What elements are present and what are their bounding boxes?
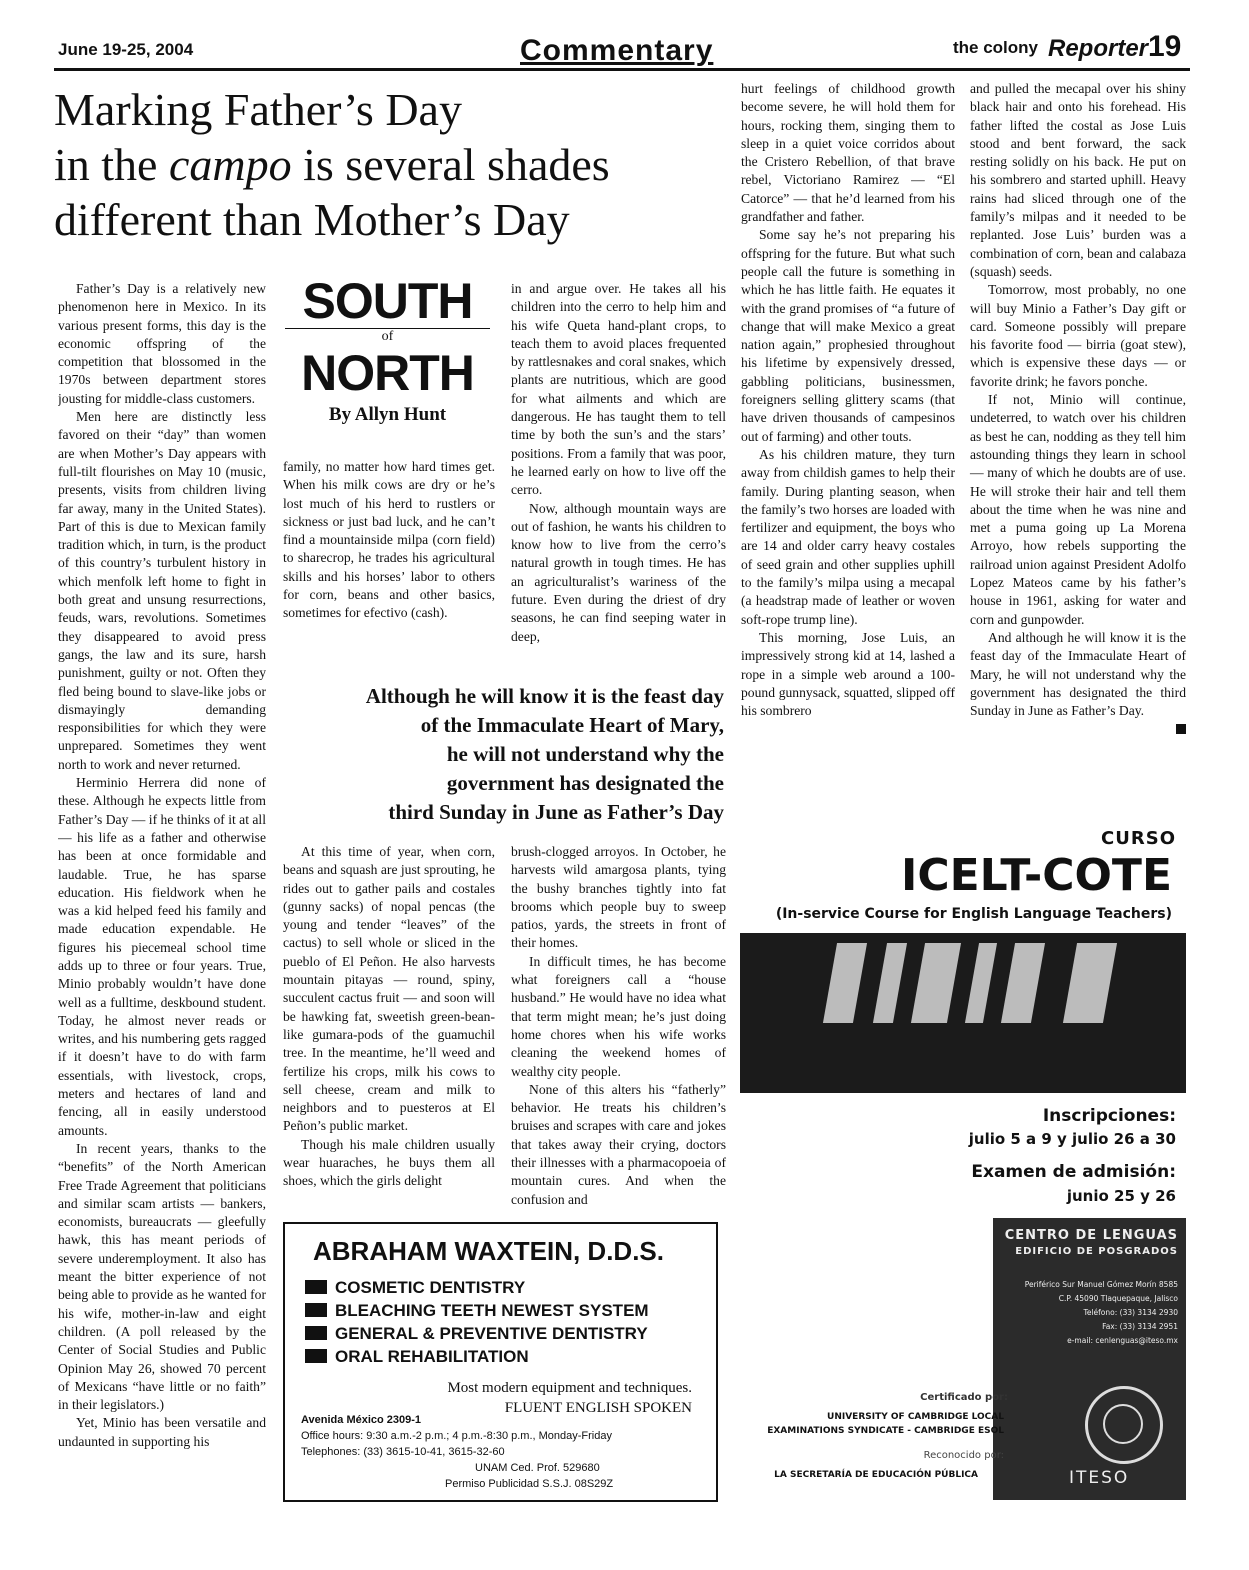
centro-de-lenguas: CENTRO DE LENGUAS	[1004, 1228, 1178, 1243]
contact-fax: Fax: (33) 3134 2951	[1102, 1322, 1178, 1331]
article-column-3-lower	[511, 843, 726, 1209]
article-column-3	[511, 280, 726, 646]
dentist-ad-permit: Permiso Publicidad S.S.J. 08S29Z	[445, 1478, 614, 1490]
paragraph: Men here are distinctly less favored on their “day” than women are when Mother’s Day appears with full-tilt flourishes on May 10 (music, presents, visits from children living far away, many in the United States). Part of this is due to Mexican family tradition which, in turn, is the product of this country’s turbulent history in which menfolk left home to fight in both great and unsung resurrections, feuds, wars, revolutions. Sometimes they disappeared to avoid press gangs, the law and its sure, harsh punishment, guilty or not. Often they fled being bound to slave-like jobs or dismayingly demanding responsibilities for which they were unprepared. Sometimes they went north to work and never returned.	[58, 409, 266, 772]
column-logo-north: NORTH	[301, 345, 474, 401]
dentist-ad-cedula: UNAM Ced. Prof. 529680	[475, 1462, 600, 1474]
paragraph: Tomorrow, most probably, no one will buy Minio a Father’s Day gift or card. Someone possibly will prepare his favorite food — birria (goat stew), which is expensive these days — or favorite drink; he favors ponche.	[970, 282, 1186, 389]
masthead-rule	[54, 68, 1190, 71]
paragraph: brush-clogged arroyos. In October, he harvests wild amargosa plants, tying the bushy branches tightly into fat brooms which people buy to sweep patios, yards, the streets in front of their homes.	[511, 844, 726, 951]
dentist-ad-item: ORAL REHABILITATION	[305, 1347, 529, 1367]
pull-quote	[300, 682, 724, 827]
course-ad-inscripciones-dates: julio 5 a 9 y julio 26 a 30	[968, 1130, 1176, 1148]
certificado-label: Certificado por:	[920, 1392, 1008, 1403]
bullet-square-icon	[305, 1349, 327, 1363]
pull-quote-line: third Sunday in June as Father’s Day	[388, 800, 724, 824]
dentist-ad-phones: Telephones: (33) 3615-10-41, 3615-32-60	[301, 1446, 505, 1458]
headline-line-1: Marking Father’s Day	[54, 84, 462, 135]
paragraph: family, no matter how hard times get. When his milk cows are dry or he’s lost much of his herd to rustlers or sickness or just bad luck, and he can’t find a mountainside milpa (corn field) to sharecrop, he trades his agricultural skills and his horses’ labor to others for corn, beans and other basics, sometimes for efectivo (cash).	[283, 459, 495, 621]
byline: By Allyn Hunt	[328, 404, 447, 425]
dentist-ad-hours: Office hours: 9:30 a.m.-2 p.m.; 4 p.m.-8:30 p.m., Monday-Friday	[301, 1430, 612, 1442]
course-ad-exam-dates: junio 25 y 26	[1066, 1187, 1176, 1205]
publication-reporter: Reporter	[1048, 35, 1149, 62]
bullet-square-icon	[305, 1280, 327, 1294]
paragraph: As his children mature, they turn away from childish games to help their family. During planting season, when the family’s two horses are loaded with fertilizer and equipment, the boys who are 14 and older carry heavy costales of seed grain and other supplies uphill to the family’s milpa using a mecapal (a headstrap made of leather or woven soft-rope trump line).	[741, 446, 955, 627]
article-headline	[54, 82, 744, 247]
course-ad-subtitle: (In-service Course for English Language Teachers)	[775, 906, 1172, 922]
paragraph: And although he will know it is the feast day of the Immaculate Heart of Mary, he will not understand why the government has designated the third Sunday in June as Father’s Day.	[970, 629, 1186, 719]
paragraph: In recent years, thanks to the “benefits” of the North American Free Trade Agreement that politicians and similar scam artists — bankers, economists, bureaucrats — gleefully hawk, this has meant periods of severe underemployment. It also has meant the bitter experience of not being able to provide as he wanted for his wife, mother-in-law and eight children. (A poll released by the Center of Social Studies and Public Opinion May 26, showed 70 percent of Mexicans “have little or no faith” in their legislators.)	[58, 1140, 266, 1413]
pull-quote-line: he will not understand why the	[446, 742, 724, 766]
paragraph: Yet, Minio has been versatile and undaunted in supporting his	[58, 1415, 266, 1449]
course-ad-photo	[740, 933, 1186, 1093]
course-ad-name: ICELT-COTE	[900, 850, 1172, 901]
bullet-square-icon	[305, 1303, 327, 1317]
paragraph: Herminio Herrera did none of these. Although he expects little from Father’s Day — if he thinks of it at all — his life as a father and otherwise has been at once formidable and laudable. True, he has sparse education. His fieldwork when he was a kid helped feed his family and made education expendable. He figures his piecemeal school time adds up to three or four years. True, Minio probably wouldn’t have done well as a fulltime, deskbound student. Today, he almost never reads or writes, and his numbering gets ragged if it doesn’t have to do with farm essentials, with livestock, crops, meters and hectares of land and fencing, all in easily understood amounts.	[58, 775, 266, 1138]
course-ad-contact-panel	[993, 1218, 1186, 1500]
bullet-square-icon	[305, 1326, 327, 1340]
dentist-ad-title: ABRAHAM WAXTEIN, D.D.S.	[313, 1236, 664, 1266]
paragraph: At this time of year, when corn, beans and squash are just sprouting, he rides out to gather pails and costales (gunny sacks) of nopal pencas (the young and tender “leaves” of the cactus) to sell whole or sliced in the pueblo of El Peñon. He also harvests mountain pitayas — round, spiny, succulent cactus fruit — and soon will be hawking fat, sweetish green-bean-like gumara-pods of the guamuchil tree. In the meantime, he’ll weed and fertilize his crops, milk his cows to sell cheese, cream and milk to neighbors and to puesteros at El Peñon’s public market.	[283, 844, 495, 1134]
paragraph: This morning, Jose Luis, an impressively strong kid at 14, lashed a rope in a simple web around a 100-pound gunnysack, squatted, slipped off his sombrero	[741, 629, 955, 719]
certificado-line-1: UNIVERSITY OF CAMBRIDGE LOCAL	[827, 1412, 1004, 1422]
article-column-1	[58, 280, 266, 1570]
dentist-ad-item: COSMETIC DENTISTRY	[305, 1278, 525, 1298]
contact-telephone: Teléfono: (33) 3134 2930	[1083, 1308, 1178, 1317]
paragraph: If not, Minio will continue, undeterred, to watch over his children as best he can, nodding as they tell him astounding things they learn in school — many of which he doubts are of use. He will stroke their hair and tell them about the time when he was nine and met a puma going up La Morena Arroyo, how rebels supporting the railroad union against President Adolfo Lopez Mateos came by his father’s house in 1961, asking for water and corn and gunpowder.	[970, 392, 1186, 627]
reconocido-label: Reconocido por:	[923, 1450, 1004, 1461]
paragraph: Father’s Day is a relatively new phenomenon here in Mexico. In its various present forms, this day is the economic offspring of the competition that blossomed in the 1970s between department stores jousting for middle-class customers.	[58, 281, 266, 406]
dentist-ad-address: Avenida México 2309-1	[301, 1414, 422, 1426]
pull-quote-line: Although he will know it is the feast day	[365, 684, 724, 708]
publication-name: the colony	[953, 38, 1039, 57]
paragraph: None of this alters his “fatherly” behavior. He treats his children’s bruises and scrapes with care and jokes that takes away their crying, doctors their illnesses with a pharmacopoeia of mountain cures. And when the confusion and	[511, 1081, 726, 1207]
article-column-2-lower	[283, 843, 495, 1191]
issue-date: June 19-25, 2004	[58, 40, 194, 59]
contact-email: e-mail: cenlenguas@iteso.mx	[1067, 1336, 1178, 1345]
reconocido-sep: LA SECRETARÍA DE EDUCACIÓN PÚBLICA	[774, 1470, 978, 1480]
dentist-ad-tagline: FLUENT ENGLISH SPOKEN	[504, 1400, 692, 1416]
end-mark	[1176, 724, 1186, 734]
paragraph: in and argue over. He takes all his children into the cerro to help him and his wife Queta hand-plant crops, to teach them to avoid places frequented by rattlesnakes and coral snakes, which plants are nutritious, which are good for what ailments and which are dangerous. He has taught them to tell time by both the sun’s and the stars’ positions. From a family that was poor, he learned early on how to live off the cerro.	[511, 281, 726, 498]
dentist-ad	[283, 1222, 718, 1502]
dentist-ad-item: BLEACHING TEETH NEWEST SYSTEM	[305, 1301, 649, 1321]
paragraph: Though his male children usually wear huaraches, he buys them all shoes, which the girls delight	[283, 1136, 495, 1189]
article-column-5	[970, 80, 1186, 734]
article-column-2	[283, 458, 495, 623]
headline-line-3: different than Mother’s Day	[54, 194, 570, 245]
certificado-line-2: EXAMINATIONS SYNDICATE - CAMBRIDGE ESOL	[767, 1426, 1004, 1436]
contact-address-1: Periférico Sur Manuel Gómez Morín 8585	[1024, 1280, 1178, 1289]
page-number: 19	[1148, 30, 1182, 63]
column-logo-of: of	[285, 328, 490, 345]
dentist-ad-tagline: Most modern equipment and techniques.	[447, 1380, 692, 1396]
paragraph: In difficult times, he has become what foreigners call a “house husband.” He would have no idea what that term might mean; he’s just doing home chores when his wife works cleaning the weekend homes of wealthy city people.	[511, 953, 726, 1079]
course-ad	[740, 800, 1186, 1500]
course-ad-curso: CURSO	[1101, 828, 1176, 849]
article-column-4	[741, 80, 955, 720]
dentist-ad-item: GENERAL & PREVENTIVE DENTISTRY	[305, 1324, 648, 1344]
course-ad-inscripciones-label: Inscripciones:	[1042, 1106, 1176, 1126]
paragraph: hurt feelings of childhood growth become severe, he will hold them for hours, rocking them, singing them to sleep in a quiet voice corridos about the Cristero Rebellion, of that brave rebel, Victoriano Ramirez — “El Catorce” — that he’d learned from his grandfather and father.	[741, 81, 955, 225]
column-logo-south: SOUTH	[302, 273, 473, 329]
pull-quote-line: of the Immaculate Heart of Mary,	[420, 713, 724, 737]
section-title: Commentary	[520, 34, 714, 67]
iteso-logo-text: ITESO	[1069, 1468, 1130, 1488]
paragraph: Now, although mountain ways are out of fashion, he wants his children to know how to live from the cerro’s natural growth in tough times. He has an agriculturalist’s wariness of the future. Even during the driest of dry seasons, he can find seeping water in deep,	[511, 500, 726, 644]
course-ad-exam-label: Examen de admisión:	[971, 1162, 1176, 1182]
paragraph: Some say he’s not preparing his offspring for the future. But what such people call the future is something in which he has little faith. He equates it with the grand promises of “a future of change that will make Mexico a great nation again,” prophesied throughout his lifetime by expensively dressed, gabbling politicians, businessmen, foreigners selling glittery scams (that have driven thousands of campesinos out of farming) and other touts.	[741, 227, 955, 444]
paragraph: and pulled the mecapal over his shiny black hair and onto his forehead. His father lifted the costal as Jose Luis stood and bent forward, the sack resting solidly on his back. He put on his sombrero and started uphill. Heavy rains had sliced through one of the family’s milpas and it needed to be replanted. Jose Luis’ burden was a combination of corn, bean and calabaza (squash) seeds.	[970, 81, 1186, 279]
edificio-posgrados: EDIFICIO DE POSGRADOS	[1015, 1246, 1178, 1257]
pull-quote-line: government has designated the	[446, 771, 724, 795]
contact-address-2: C.P. 45090 Tlaquepaque, Jalisco	[1058, 1294, 1178, 1303]
headline-line-2: in the campo is several shades	[54, 139, 610, 190]
